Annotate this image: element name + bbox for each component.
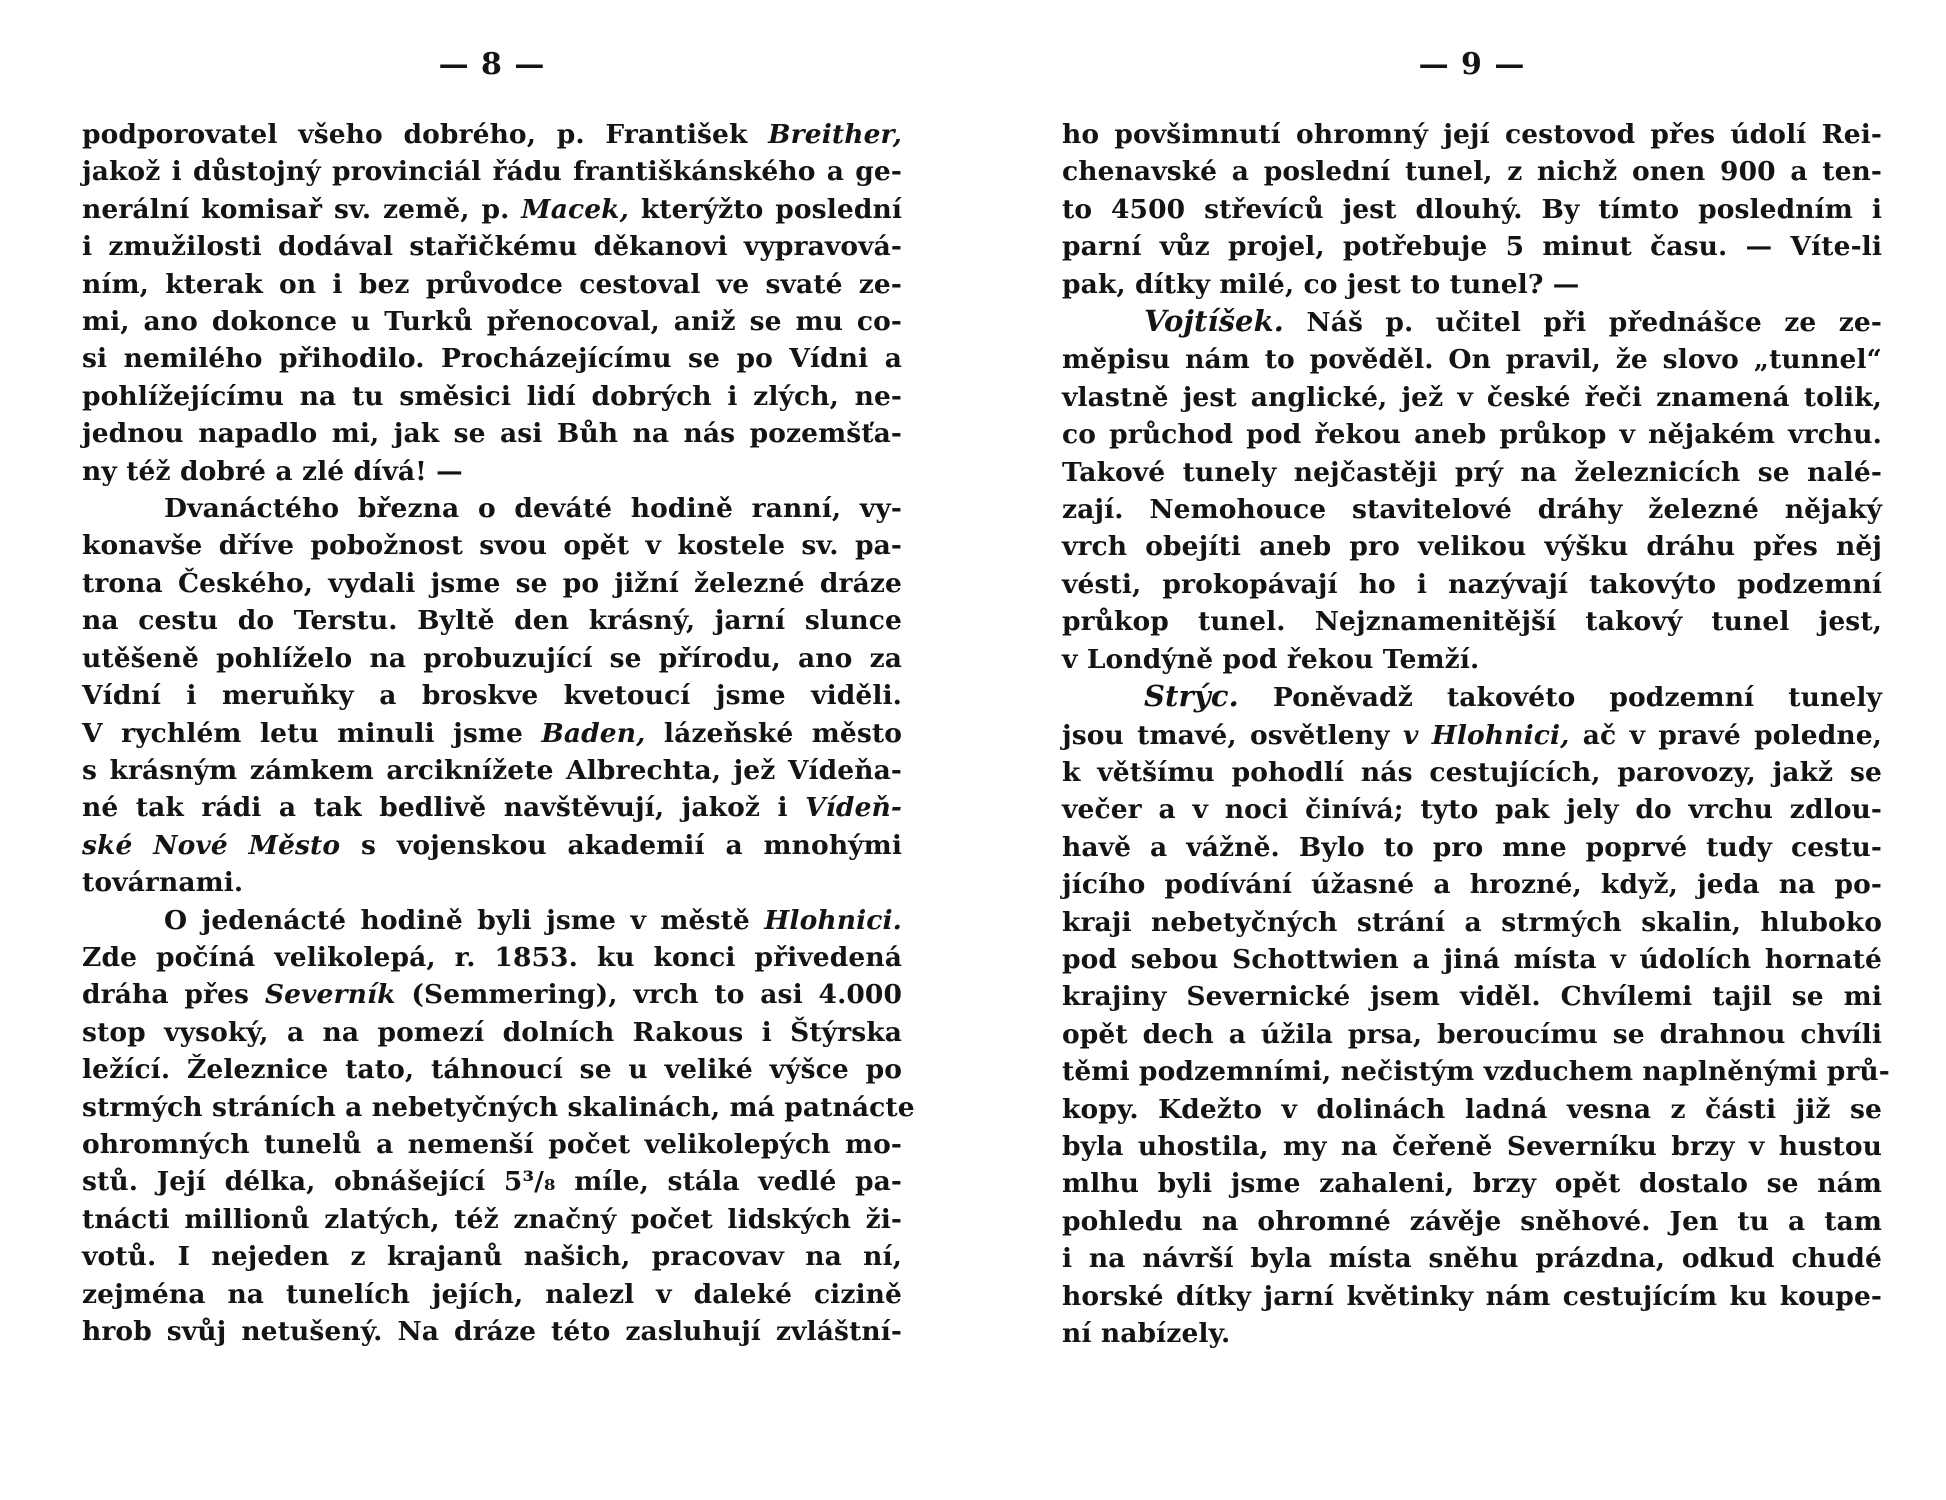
text-run: na cestu do Terstu. Byltě den krásný, jarní slunce: [82, 605, 902, 637]
text-run: pohledu na ohromné závěje sněhové. Jen tu a tam: [1062, 1205, 1882, 1237]
text-run: pak, dítky milé, co jest to tunel? —: [1062, 268, 1580, 300]
text-run: pod sebou Schottwien a jiná místa v údolích hornaté: [1062, 943, 1882, 975]
text-line: [1062, 303, 1882, 341]
text-run: trona Českého, vydali jsme se po jižní železné dráze: [82, 567, 902, 599]
text-run: lázeňské město: [645, 717, 902, 749]
italic-text: v Hlohnici,: [1402, 719, 1570, 751]
text-line: [1062, 528, 1882, 565]
text-line: [82, 902, 902, 939]
text-run: havě a vážně. Bylo to pro mne poprvé tudy cestu-: [1062, 831, 1882, 863]
text-line: [1062, 829, 1882, 866]
text-run: Takové tunely nejčastěji prý na železnicích se nalé-: [1062, 456, 1882, 488]
text-run: těmi podzemními, nečistým vzduchem naplněnými prů-: [1062, 1056, 1890, 1088]
text-line: [1062, 379, 1882, 416]
text-run: stů. Její délka, obnášející 5³/₈ míle, stála vedlé pa-: [82, 1166, 902, 1198]
text-line: [1062, 1278, 1882, 1315]
text-line: [1062, 416, 1882, 453]
text-line: [1062, 678, 1882, 716]
text-line: [1062, 1203, 1882, 1240]
text-run: k většímu pohodlí nás cestujících, parovozy, jakž se: [1062, 756, 1882, 788]
text-run: votů. I nejeden z krajanů našich, pracovav na ní,: [82, 1241, 902, 1273]
text-line: [82, 490, 902, 527]
text-line: [1062, 491, 1882, 528]
text-run: ním, kterak on i bez průvodce cestoval ve svaté ze-: [82, 268, 902, 300]
text-line: [82, 1313, 902, 1350]
text-run: jednou napadlo mi, jak se asi Bůh na nás pozemšťa-: [82, 418, 902, 450]
text-line: [1062, 228, 1882, 265]
text-run: tnácti millionů zlatých, též značný počet lidských ži-: [82, 1203, 902, 1235]
text-run: vésti, prokopávají ho i nazývají takovýto podzemní: [1062, 568, 1882, 600]
text-run: byla uhostila, my na čeřeně Severníku brzy v hustou: [1062, 1130, 1882, 1162]
text-line: [82, 715, 902, 752]
text-run: opět dech a úžila prsa, beroucímu se drahnou chvíli: [1062, 1018, 1882, 1050]
text-run: pohlížejícímu na tu směsici lidí dobrých i zlých, ne-: [82, 380, 902, 412]
text-line: [1062, 641, 1882, 678]
text-line: [82, 453, 902, 490]
text-run: V rychlém letu minuli jsme: [82, 717, 542, 749]
italic-text: Severník: [264, 979, 396, 1011]
text-run: mlhu byli jsme zahaleni, brzy opět dostalo se nám: [1062, 1168, 1882, 1200]
text-line: [82, 827, 902, 864]
text-run: utěšeně pohlíželo na probuzující se přírodu, ano za: [82, 642, 902, 674]
text-line: [1062, 603, 1882, 640]
text-line: [1062, 754, 1882, 791]
text-run: kopy. Kdežto v dolinách ladná vesna z části již se: [1062, 1093, 1882, 1125]
text-run: i zmužilosti dodával stařičkému děkanovi vypravová-: [82, 231, 902, 263]
text-line: [1062, 1016, 1882, 1053]
page-text: [82, 116, 915, 1350]
text-line: [82, 789, 902, 826]
text-run: hrob svůj netušený. Na dráze této zasluhují zvláštní-: [82, 1316, 902, 1347]
text-run: Vídní i meruňky a broskve kvetoucí jsme viděli.: [82, 680, 902, 712]
italic-text: Breither,: [768, 119, 902, 150]
text-line: [82, 527, 902, 564]
text-run: co průchod pod řekou aneb průkop v nějakém vrchu.: [1062, 419, 1882, 451]
text-run: měpisu nám to pověděl. On pravil, že slovo „tunnel“: [1062, 344, 1882, 376]
text-line: [1062, 191, 1882, 228]
text-line: [82, 939, 902, 976]
text-line: [82, 1201, 902, 1238]
italic-text: ské Nové Město: [82, 829, 341, 861]
text-line: [82, 340, 902, 377]
left-page: [82, 0, 915, 1350]
text-line: [82, 415, 902, 452]
text-line: [82, 1089, 915, 1126]
text-line: [1062, 1165, 1882, 1202]
text-line: [1062, 978, 1882, 1015]
text-line: [82, 602, 902, 639]
text-line: [82, 640, 902, 677]
text-run: vrch obejíti aneb pro velikou výšku dráhu přes něj: [1062, 531, 1882, 563]
text-run: kraji nebetyčných strání a strmých skalin, hluboko: [1062, 906, 1882, 938]
text-run: stop vysoký, a na pomezí dolních Rakous i Štýrska: [82, 1016, 902, 1048]
text-line: [1062, 904, 1882, 941]
text-line: [82, 1276, 902, 1313]
text-line: [1062, 1128, 1882, 1165]
text-line: [82, 1163, 902, 1200]
text-line: [1062, 941, 1882, 978]
text-run: zejména na tunelích jejích, nalezl v daleké cizině: [82, 1278, 902, 1310]
text-line: [1062, 1091, 1882, 1128]
text-run: jícího podívání úžasné a hrozné, když, jeda na po-: [1062, 869, 1882, 901]
text-line: [82, 153, 902, 190]
text-run: ho povšimnutí ohromný její cestovod přes údolí Rei-: [1062, 119, 1882, 150]
italic-text: Macek,: [521, 193, 629, 225]
text-line: [82, 378, 902, 415]
text-line: [1062, 1315, 1882, 1352]
text-line: [82, 565, 902, 602]
text-line: [82, 1014, 902, 1051]
text-run: jsou tmavé, osvětleny: [1062, 719, 1403, 751]
text-run: i na návrší byla místa sněhu prázdna, odkud chudé: [1062, 1243, 1882, 1275]
text-run: parní vůz projel, potřebuje 5 minut času. — Víte-li: [1062, 231, 1882, 263]
text-line: [82, 1051, 902, 1088]
text-line: [82, 752, 902, 789]
text-run: továrnami.: [82, 867, 244, 899]
italic-text: Baden,: [541, 717, 646, 749]
text-run: né tak rádi a tak bedlivě navštěvují, jakož i: [82, 792, 806, 824]
text-line: [1062, 566, 1882, 603]
text-line: [1062, 1053, 1890, 1090]
text-run: Dvanáctého března o deváté hodině ranní, vy-: [164, 493, 902, 525]
text-run: Náš p. učitel při přednášce ze ze-: [1283, 307, 1882, 339]
text-line: [1062, 266, 1882, 303]
right-page: [1062, 0, 1890, 1352]
text-run: nerální komisař sv. země, p.: [82, 193, 522, 225]
text-line: [1062, 717, 1882, 754]
text-run: (Semmering), vrch to asi 4.000: [395, 979, 903, 1011]
text-run: dráha přes: [82, 979, 265, 1011]
italic-text: Vídeň-: [805, 792, 902, 824]
text-run: ohromných tunelů a nemenší počet velikolepých mo-: [82, 1128, 902, 1160]
text-run: to 4500 střevíců jest dlouhý. By tímto posledním i: [1062, 193, 1882, 225]
speaker-name: Strýc.: [1144, 679, 1239, 714]
page-text: [1062, 116, 1890, 1352]
text-line: [1062, 153, 1882, 190]
italic-text: Hlohnici.: [764, 904, 902, 936]
text-run: s vojenskou akademií a mnohými: [340, 829, 902, 861]
speaker-name: Vojtíšek.: [1144, 304, 1284, 339]
text-run: ač v pravé poledne,: [1569, 719, 1882, 751]
text-run: mi, ano dokonce u Turků přenocoval, aniž se mu co-: [82, 306, 902, 338]
text-line: [1062, 791, 1882, 828]
text-line: [82, 228, 902, 265]
text-run: ní nabízely.: [1062, 1318, 1231, 1349]
text-run: zají. Nemohouce stavitelové dráhy železné nějaký: [1062, 494, 1882, 526]
text-line: [1062, 341, 1882, 378]
text-run: strmých stráních a nebetyčných skalinách, má patnácte: [82, 1091, 915, 1123]
text-line: [1062, 1240, 1882, 1277]
page-number: — 9 —: [1418, 47, 1526, 82]
text-line: [82, 1238, 902, 1275]
text-run: ny též dobré a zlé dívá! —: [82, 455, 463, 487]
text-run: kterýžto poslední: [628, 193, 902, 225]
text-run: vlastně jest anglické, jež v české řeči znamená tolik,: [1062, 381, 1882, 413]
text-run: Zde počíná velikolepá, r. 1853. ku konci přivedená: [82, 941, 902, 973]
text-run: jakož i důstojný provinciál řádu františkánského a ge-: [82, 156, 902, 188]
text-line: [82, 191, 902, 228]
text-line: [82, 266, 902, 303]
text-line: [82, 677, 902, 714]
text-line: [1062, 866, 1882, 903]
text-run: podporovatel všeho dobrého, p. František: [82, 119, 769, 150]
text-run: si nemilého přihodilo. Procházejícímu se po Vídni a: [82, 343, 902, 375]
text-run: horské dítky jarní květinky nám cestujícím ku koupe-: [1062, 1280, 1882, 1312]
text-run: v Londýně pod řekou Temží.: [1062, 643, 1480, 675]
text-run: ležící. Železnice tato, táhnoucí se u veliké výšce po: [82, 1054, 902, 1086]
text-run: průkop tunel. Nejznamenitější takový tunel jest,: [1062, 606, 1882, 638]
text-run: krajiny Severnické jsem viděl. Chvílemi tajil se mi: [1062, 981, 1882, 1013]
text-line: [1062, 116, 1882, 153]
text-line: [1062, 454, 1882, 491]
text-run: O jedenácté hodině byli jsme v městě: [164, 904, 765, 936]
text-line: [82, 116, 902, 153]
text-line: [82, 864, 902, 901]
text-line: [82, 1126, 902, 1163]
text-run: konavše dříve pobožnost svou opět v kostele sv. pa-: [82, 530, 902, 562]
text-line: [82, 303, 902, 340]
text-run: Poněvadž takovéto podzemní tunely: [1238, 682, 1882, 714]
page-number: — 8 —: [438, 47, 546, 82]
text-run: s krásným zámkem arciknížete Albrechta, jež Vídeňa-: [82, 754, 902, 786]
text-line: [82, 976, 902, 1013]
text-run: chenavské a poslední tunel, z nichž onen 900 a ten-: [1062, 156, 1882, 188]
text-run: večer a v noci činívá; tyto pak jely do vrchu zdlou-: [1062, 794, 1882, 826]
